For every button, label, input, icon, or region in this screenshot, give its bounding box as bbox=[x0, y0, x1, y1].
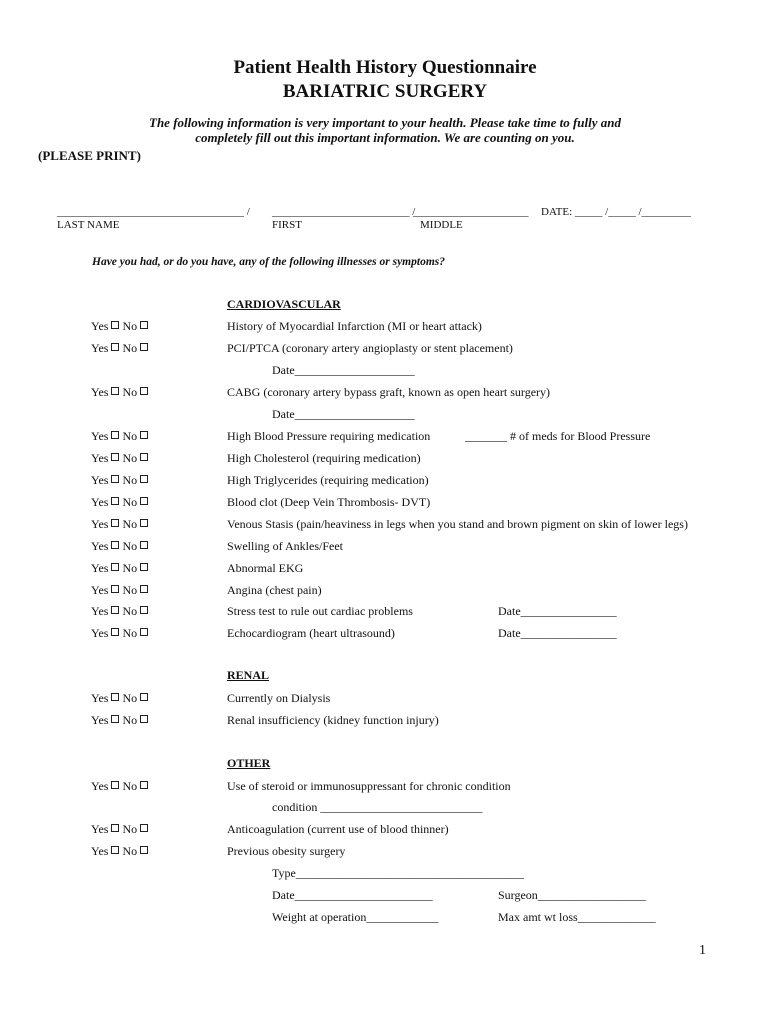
no-checkbox[interactable] bbox=[140, 431, 148, 439]
yes-no-cholesterol: Yes No bbox=[91, 451, 148, 466]
weight-at-operation-field[interactable]: Weight at operation____________ bbox=[272, 910, 439, 924]
yes-checkbox[interactable] bbox=[111, 824, 119, 832]
illness-question: Have you had, or do you have, any of the following illnesses or symptoms? bbox=[92, 256, 445, 268]
max-weight-loss-field[interactable]: Max amt wt loss_____________ bbox=[498, 910, 656, 924]
yes-checkbox[interactable] bbox=[111, 628, 119, 636]
no-checkbox[interactable] bbox=[140, 497, 148, 505]
yes-no-echo: Yes No bbox=[91, 626, 148, 641]
no-checkbox[interactable] bbox=[140, 824, 148, 832]
yes-no-stress-test: Yes No bbox=[91, 604, 148, 619]
no-checkbox[interactable] bbox=[140, 628, 148, 636]
page-subtitle: BARIATRIC SURGERY bbox=[282, 81, 488, 102]
yes-checkbox[interactable] bbox=[111, 497, 119, 505]
item-obesity-surgery: Previous obesity surgery bbox=[227, 844, 346, 858]
no-checkbox[interactable] bbox=[140, 475, 148, 483]
middle-name-label: MIDDLE bbox=[420, 219, 463, 231]
no-checkbox[interactable] bbox=[140, 519, 148, 527]
yes-no-bp: Yes No bbox=[91, 429, 148, 444]
no-checkbox[interactable] bbox=[140, 606, 148, 614]
item-pci: PCI/PTCA (coronary artery angioplasty or stent placement) bbox=[227, 341, 513, 355]
yes-no-cabg: Yes No bbox=[91, 385, 148, 400]
yes-no-venous-stasis: Yes No bbox=[91, 517, 148, 532]
no-checkbox[interactable] bbox=[140, 541, 148, 549]
intro-line-2: completely fill out this important information. We are counting on you. bbox=[195, 130, 575, 145]
yes-no-pci: Yes No bbox=[91, 341, 148, 356]
first-name-label: FIRST bbox=[272, 219, 302, 231]
yes-checkbox[interactable] bbox=[111, 563, 119, 571]
page-title: Patient Health History Questionnaire bbox=[233, 57, 537, 78]
condition-field[interactable]: condition ___________________________ bbox=[272, 800, 483, 814]
no-checkbox[interactable] bbox=[140, 343, 148, 351]
first-name-field[interactable]: _________________________ / bbox=[272, 206, 416, 218]
yes-checkbox[interactable] bbox=[111, 431, 119, 439]
item-dvt: Blood clot (Deep Vein Thrombosis- DVT) bbox=[227, 495, 431, 509]
yes-no-triglycerides: Yes No bbox=[91, 473, 148, 488]
date-field[interactable]: DATE: _____ /_____ /_________ bbox=[541, 206, 692, 218]
echo-date-field[interactable]: Date________________ bbox=[498, 626, 617, 640]
no-checkbox[interactable] bbox=[140, 453, 148, 461]
yes-checkbox[interactable] bbox=[111, 321, 119, 329]
item-triglycerides: High Triglycerides (requiring medication) bbox=[227, 473, 429, 487]
no-checkbox[interactable] bbox=[140, 563, 148, 571]
surgery-type-field[interactable]: Type______________________________________ bbox=[272, 866, 524, 880]
item-dialysis: Currently on Dialysis bbox=[227, 691, 331, 705]
other-heading: OTHER bbox=[227, 756, 271, 770]
yes-no-ekg: Yes No bbox=[91, 561, 148, 576]
last-name-field[interactable]: __________________________________ / bbox=[57, 206, 250, 218]
no-checkbox[interactable] bbox=[140, 321, 148, 329]
yes-no-dvt: Yes No bbox=[91, 495, 148, 510]
yes-no-angina: Yes No bbox=[91, 583, 148, 598]
no-checkbox[interactable] bbox=[140, 846, 148, 854]
bp-meds-field[interactable]: _______ # of meds for Blood Pressure bbox=[465, 429, 651, 443]
last-name-label: LAST NAME bbox=[57, 219, 120, 231]
yes-checkbox[interactable] bbox=[111, 846, 119, 854]
yes-no-anticoagulation: Yes No bbox=[91, 822, 148, 837]
yes-no-mi: Yes No bbox=[91, 319, 148, 334]
yes-no-dialysis: Yes No bbox=[91, 691, 148, 706]
yes-no-swelling: Yes No bbox=[91, 539, 148, 554]
no-checkbox[interactable] bbox=[140, 781, 148, 789]
item-swelling: Swelling of Ankles/Feet bbox=[227, 539, 343, 553]
item-echo: Echocardiogram (heart ultrasound) bbox=[227, 626, 395, 640]
yes-checkbox[interactable] bbox=[111, 343, 119, 351]
item-cholesterol: High Cholesterol (requiring medication) bbox=[227, 451, 421, 465]
yes-checkbox[interactable] bbox=[111, 453, 119, 461]
item-renal-insufficiency: Renal insufficiency (kidney function injury) bbox=[227, 713, 439, 727]
yes-checkbox[interactable] bbox=[111, 693, 119, 701]
intro-line-1: The following information is very important to your health. Please take time to fully and bbox=[149, 115, 621, 130]
surgery-date-field[interactable]: Date_______________________ bbox=[272, 888, 433, 902]
yes-checkbox[interactable] bbox=[111, 475, 119, 483]
yes-checkbox[interactable] bbox=[111, 519, 119, 527]
item-cabg: CABG (coronary artery bypass graft, known as open heart surgery) bbox=[227, 385, 551, 399]
yes-no-obesity-surgery: Yes No bbox=[91, 844, 148, 859]
yes-checkbox[interactable] bbox=[111, 387, 119, 395]
no-checkbox[interactable] bbox=[140, 387, 148, 395]
middle-name-field[interactable]: _____________________ bbox=[413, 206, 529, 218]
no-checkbox[interactable] bbox=[140, 693, 148, 701]
yes-no-renal-insufficiency: Yes No bbox=[91, 713, 148, 728]
page-number: 1 bbox=[699, 943, 706, 958]
cabg-date-field[interactable]: Date____________________ bbox=[272, 407, 415, 421]
surgeon-field[interactable]: Surgeon__________________ bbox=[498, 888, 646, 902]
item-steroid: Use of steroid or immunosuppressant for chronic condition bbox=[227, 779, 511, 793]
item-ekg: Abnormal EKG bbox=[227, 561, 304, 575]
yes-checkbox[interactable] bbox=[111, 715, 119, 723]
no-checkbox[interactable] bbox=[140, 715, 148, 723]
cardiovascular-heading: CARDIOVASCULAR bbox=[227, 297, 341, 311]
pci-date-field[interactable]: Date____________________ bbox=[272, 363, 415, 377]
yes-checkbox[interactable] bbox=[111, 585, 119, 593]
item-mi: History of Myocardial Infarction (MI or heart attack) bbox=[227, 319, 482, 333]
yes-checkbox[interactable] bbox=[111, 541, 119, 549]
yes-no-steroid: Yes No bbox=[91, 779, 148, 794]
no-checkbox[interactable] bbox=[140, 585, 148, 593]
item-bp: High Blood Pressure requiring medication bbox=[227, 429, 431, 443]
renal-heading: RENAL bbox=[227, 668, 270, 682]
yes-checkbox[interactable] bbox=[111, 781, 119, 789]
item-stress-test: Stress test to rule out cardiac problems bbox=[227, 604, 413, 618]
yes-checkbox[interactable] bbox=[111, 606, 119, 614]
stress-test-date-field[interactable]: Date________________ bbox=[498, 604, 617, 618]
item-venous-stasis: Venous Stasis (pain/heaviness in legs when you stand and brown pigment on skin of lower legs) bbox=[227, 517, 688, 531]
item-angina: Angina (chest pain) bbox=[227, 583, 322, 597]
please-print-note: (PLEASE PRINT) bbox=[38, 148, 141, 163]
item-anticoagulation: Anticoagulation (current use of blood thinner) bbox=[227, 822, 449, 836]
